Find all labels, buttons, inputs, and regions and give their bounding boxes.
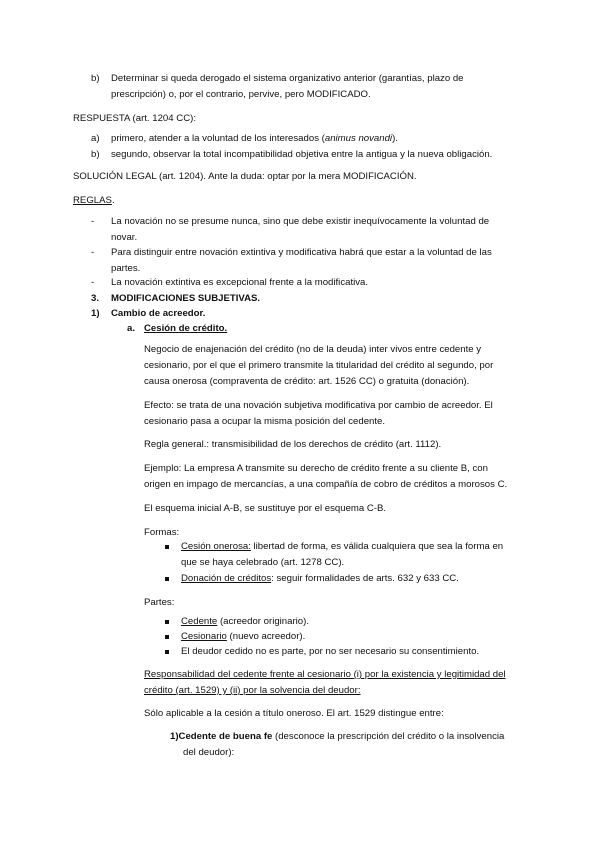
bullet-icon — [165, 545, 169, 549]
regla-3-line1: La novación extintiva es excepcional frente a la modificativa. — [111, 277, 369, 288]
p1-line3: causa onerosa (compraventa de crédito: art. 1526 CC) o gratuita (donación). — [144, 376, 470, 387]
subsection-a-title: Cesión de crédito. — [144, 323, 228, 334]
subsection-a-letter: a. — [127, 323, 136, 334]
partes-heading: Partes: — [144, 597, 175, 608]
bullet-icon — [165, 620, 169, 624]
cedente-buena-fe-line1: 1)Cedente de buena fe (desconoce la prescripción del crédito o la insolvencia — [170, 731, 505, 742]
regla-2-line2: partes. — [111, 263, 141, 274]
regla-2-line1: Para distinguir entre novación extintiva y modificativa habrá que estar a la voluntad de las — [111, 247, 492, 258]
item-b-line2: prescripción) o, por el contrario, pervive, pero MODIFICADO. — [111, 89, 371, 100]
respuesta-a-label: a) — [91, 133, 100, 144]
partes-item-1: Cedente (acreedor originario). — [181, 616, 309, 627]
solo-aplicable: Sólo aplicable a la cesión a título oneroso. El art. 1529 distingue entre: — [144, 708, 444, 719]
p5: El esquema inicial A-B, se sustituye por el esquema C-B. — [144, 503, 387, 514]
section-3-title: MODIFICACIONES SUBJETIVAS. — [111, 293, 261, 304]
p4-line1: Ejemplo: La empresa A transmite su derecho de crédito frente a su cliente B, con — [144, 463, 488, 474]
p3: Regla general.: transmisibilidad de los derechos de crédito (art. 1112). — [144, 439, 442, 450]
section-1-title: Cambio de acreedor. — [111, 308, 206, 319]
formas-item-1-line1: Cesión onerosa: libertad de forma, es válida cualquiera que sea la forma en — [181, 541, 504, 552]
cedente-buena-fe-line2: del deudor): — [183, 747, 235, 758]
p4-line2: origen en impago de mercancías, a una compañía de cobro de créditos a morosos C. — [144, 479, 508, 490]
p2-line2: cesionario pasa a ocupar la misma posición del cedente. — [144, 416, 386, 427]
respuesta-heading: RESPUESTA (art. 1204 CC): — [73, 113, 196, 124]
reglas-heading: REGLAS. — [73, 195, 115, 206]
regla-1-dash: - — [91, 216, 95, 227]
formas-item-2: Donación de créditos: seguir formalidades de arts. 632 y 633 CC. — [181, 573, 459, 584]
bullet-icon — [165, 635, 169, 639]
partes-item-2: Cesionario (nuevo acreedor). — [181, 631, 306, 642]
p1-line2: cesionario, por el que el primero transmite la titularidad del crédito al segundo, por — [144, 360, 494, 371]
respuesta-b-text: segundo, observar la total incompatibilidad objetiva entre la antigua y la nueva obligación. — [111, 149, 493, 160]
solucion-legal: SOLUCIÓN LEGAL (art. 1204). Ante la duda: optar por la mera MODIFICACIÓN. — [73, 171, 417, 182]
formas-heading: Formas: — [144, 527, 180, 538]
p2-line1: Efecto: se trata de una novación subjetiva modificativa por cambio de acreedor. El — [144, 400, 493, 411]
responsabilidad-line1: Responsabilidad del cedente frente al cesionario (i) por la existencia y legitimidad del — [144, 669, 506, 680]
item-b-line1: Determinar si queda derogado el sistema organizativo anterior (garantías, plazo de — [111, 73, 464, 84]
regla-1-line1: La novación no se presume nunca, sino que debe existir inequívocamente la voluntad de — [111, 216, 490, 227]
bullet-icon — [165, 650, 169, 654]
section-3-num: 3. — [91, 293, 100, 304]
partes-item-3: El deudor cedido no es parte, por no ser necesario su consentimiento. — [181, 646, 480, 657]
formas-item-1-line2: que se haya celebrado (art. 1278 CC). — [181, 557, 345, 568]
responsabilidad-line2: crédito (art. 1529) y (ii) por la solvencia del deudor: — [144, 685, 361, 696]
p1-line1: Negocio de enajenación del crédito (no de la deuda) inter vivos entre cedente y — [144, 344, 482, 355]
section-1-num: 1) — [91, 308, 100, 319]
regla-1-line2: novar. — [111, 232, 138, 243]
regla-3-dash: - — [91, 277, 95, 288]
respuesta-b-label: b) — [91, 149, 100, 160]
respuesta-a-text: primero, atender a la voluntad de los interesados (animus novandi). — [111, 133, 398, 144]
item-b-label: b) — [91, 73, 100, 84]
regla-2-dash: - — [91, 247, 95, 258]
bullet-icon — [165, 577, 169, 581]
